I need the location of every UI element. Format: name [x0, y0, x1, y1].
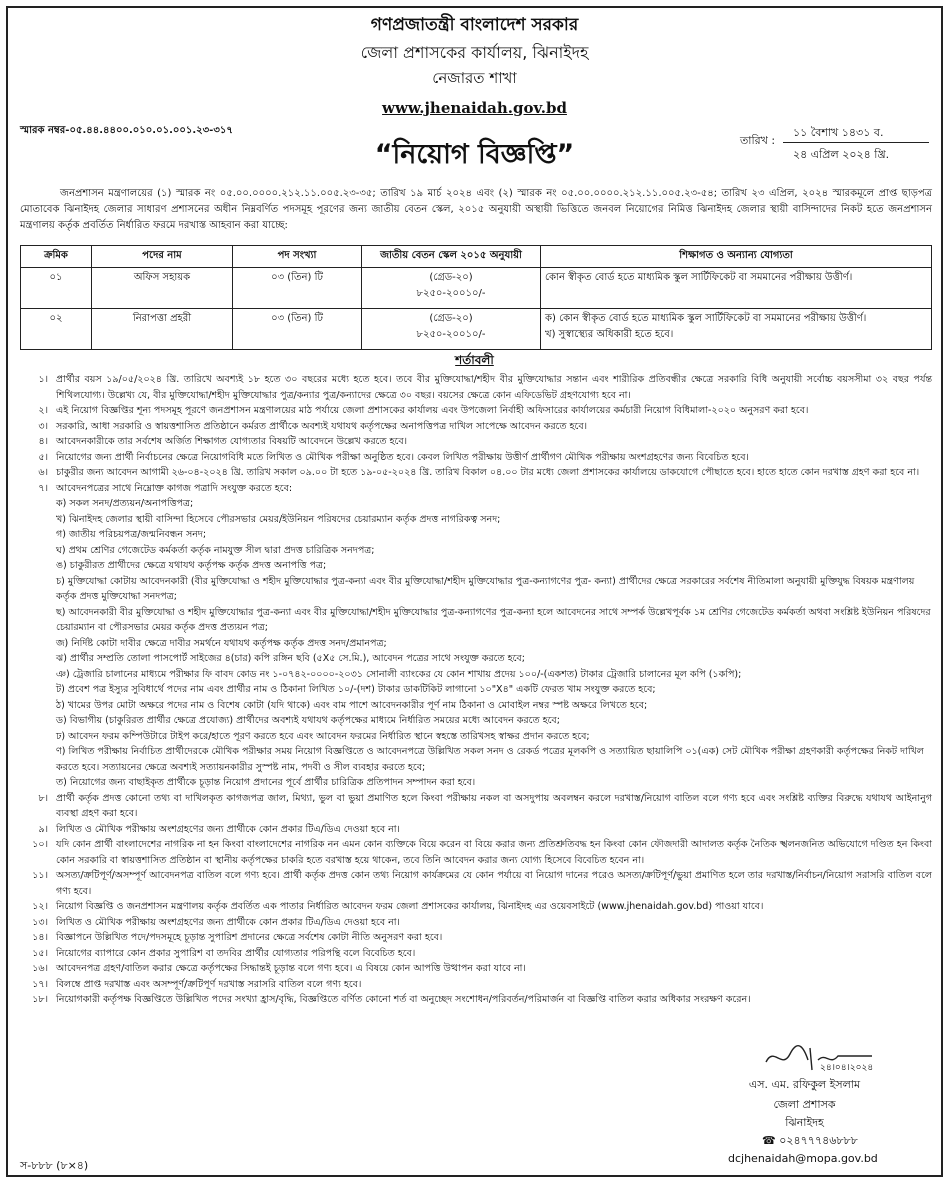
item-text: নিয়োগের ব্যাপারে কোন প্রকার সুপারিশ বা তদবির প্রার্থীর যোগ্যতার পরিপন্থি বলে বিবেচিত হবে।: [56, 947, 416, 959]
sub-item: চ) মুক্তিযোদ্ধা কোটায় আবেদনকারী (বীর মুক্তিযোদ্ধা ও শহীদ মুক্তিযোদ্ধার পুত্র-কন্যা এবং বীর মুক্তিযোদ্ধা/শহীদ মুক্তিযোদ্ধার পুত্র-কন্যাগণের পুত্র- কন্যা) প্রার্থীদের ক্ষেত্রে সরকারের সর্বশেষ নীতিমালা অনুযায়ী মুক্তিযুদ্ধ বিষয়ক মন্ত্রণালয় কর্তৃক প্রদত্ত মুক্তিযোদ্ধা সনদপত্র;: [56, 575, 915, 602]
row-salary: ৮২৫০-২০০১০/-: [416, 329, 486, 340]
list-item: [20, 915, 932, 931]
memo-number: স্মারক নম্বর-০৫.৪৪.৪৪০০.০১০.০১.০০১.২৩-৩১৭: [20, 125, 233, 136]
item-text: প্রার্থী কর্তৃক প্রদত্ত কোনো তথ্য বা দাখিলকৃত কাগজপত্র জাল, মিথ্যা, ভুল বা ভুয়া প্রমাণিত হলে কিংবা পরীক্ষায় নকল বা অসদুপায় অবলম্বন করলে দরখাস্ত/নিয়োগ বাতিল বলে গণ্য হবে এবং সংশ্লিষ্ট ব্যক্তির বিরুদ্ধে যথাযথ আইনানুগ ব্যবস্থা গ্রহণ করা হবে।: [56, 792, 932, 819]
row-count: ০৩ (তিন) টি: [233, 268, 362, 309]
item-number: ১৬।: [32, 963, 48, 974]
qualification-line: ক) কোন স্বীকৃত বোর্ড হতে মাধ্যমিক স্কুল সার্টিফিকেট বা সমমানের পরীক্ষায় উত্তীর্ণ।: [545, 313, 867, 324]
item-text: বিলম্বে প্রাপ্ত দরখাস্ত এবং অসম্পূর্ণ/ক্রটিপূর্ণ দরখাস্ত সরাসরি বাতিল বলে গণ্য হবে।: [56, 978, 362, 990]
item-text: বিজ্ঞাপনে উল্লিখিত পদে/পদসমূহে চূড়ান্ত সুপারিশ প্রদানের ক্ষেত্রে সর্বশেষ কোটা নীতি অনুসরণ করা হবে।: [56, 932, 443, 943]
row-grade: (গ্রেড-২০): [429, 313, 473, 324]
item-number: ১৮।: [32, 994, 48, 1005]
signature-scribble: [760, 1040, 880, 1074]
item-number: ১০।: [32, 839, 48, 850]
signatory-designation: জেলা প্রশাসক: [773, 1098, 836, 1111]
list-item: [20, 977, 932, 993]
conditions-list: [20, 372, 932, 1008]
row-qualification: [541, 268, 932, 309]
item-number: ৬।: [38, 467, 48, 478]
item-text: লিখিত ও মৌখিক পরীক্ষায় অংশগ্রহণের জন্য প্রার্থীকে কোন প্রকার টিএ/ডিএ দেওয়া হবে না।: [56, 823, 400, 835]
government-name: গণপ্রজাতন্ত্রী বাংলাদেশ সরকার: [370, 15, 579, 35]
sub-item: ঢ) আবেদন ফরম কম্পিউটারে টাইপ করে/হাতে পূরণ করতে হবে এবং আবেদন ফরমের নির্ধারিত স্থানে স্বহস্তে তারিখসহ স্বাক্ষর প্রদান করতে হবে;: [56, 730, 590, 742]
date-bangla: ১১ বৈশাখ ১৪৩১ ব.: [793, 126, 884, 139]
list-item: [20, 419, 932, 435]
item-number: ৭।: [38, 482, 48, 494]
item-number: ১৫।: [32, 947, 48, 959]
list-item: [20, 946, 932, 962]
item-number: ১।: [38, 374, 48, 385]
list-item: [20, 481, 932, 497]
list-item: [20, 434, 932, 450]
item-text: আবেদনকারীকে তার সর্বশেষ অর্জিত শিক্ষাগত যোগ্যতার বিষয়টি আবেদনে উল্লেখ করতে হবে।: [56, 436, 408, 447]
intro-paragraph: জনপ্রশাসন মন্ত্রণালয়ের (১) স্মারক নং ০৫.০০.০০০০.২১২.১১.০০৫.২৩-৩৫; তারিখ ১৯ মার্চ ২০২৪ এবং (২) স্মারক নং ০৫.০০.০০০০.২১২.১১.০০৫.২৩-৫৪; তারিখ ২৩ এপ্রিল, ২০২৪ স্মারকমূলে প্রাপ্ত ছাড়পত্র মোতাবেক ঝিনাইদহ জেলার সাধারণ প্রশাসনের অধীন নিম্নবর্ণিত পদসমূহ পূরণের জন্য জাতীয় বেতন স্কেল, ২০১৫ অনুযায়ী অস্থায়ী ভিত্তিতে জনবল নিয়োগের নিমিত্ত ঝিনাইদহ জেলার স্থায়ী বাসিন্দাদের নিকট হতে জনপ্রশাসন মন্ত্রণালয় কর্তৃক প্রবর্তিত নির্ধারিত ফরমে দরখাস্ত আহবান করা যাচ্ছে:: [20, 188, 932, 231]
office-name: জেলা প্রশাসকের কার্যালয়, ঝিনাইদহ: [360, 43, 589, 62]
notice-title: “নিয়োগ বিজ্ঞপ্তি”: [374, 139, 575, 170]
item-number: ৩।: [38, 420, 48, 432]
item-text: সরকারি, আধা সরকারি ও স্বায়ত্তশাসিত প্রতিষ্ঠানে কর্মরত প্রার্থীকে অবশ্যই যথাযথ কর্তৃপক্ষের অনাপত্তিপত্র দাখিল সাপেক্ষে আবেদন করতে হবে।: [56, 420, 588, 432]
row-scale: [362, 309, 541, 350]
item-number: ৫।: [38, 451, 48, 463]
branch-name: নেজারত শাখা: [432, 69, 517, 87]
signatory-location: ঝিনাইদহ: [785, 1116, 824, 1129]
item-text: নিয়োগকারী কর্তৃপক্ষ বিজ্ঞপ্তিতে উল্লিখিত পদের সংখ্যা হ্রাস/বৃদ্ধি, বিজ্ঞপ্তিতে বর্ণিত কোনো শর্ত বা অনুচ্ছেদ সংশোধন/পরিবর্তন/পরিমার্জন বা বিজ্ঞপ্তি বাতিল করার অধিকার সংরক্ষণ করেন।: [56, 994, 751, 1005]
item-number: ১২।: [32, 901, 48, 912]
qualification-line: খ) সুস্বাস্থ্যের অধিকারী হতে হবে।: [545, 329, 674, 340]
conditions-title: শর্তাবলী: [455, 353, 494, 367]
item-number: ১১।: [32, 870, 48, 881]
item-text: চাকুরীর জন্য আবেদন আগামী ২৬-০৪-২০২৪ খ্রি. তারিখ সকাল ০৯.০০ টা হতে ১৯-০৫-২০২৪ খ্রি. তারিখ বিকাল ০৪.০০ টার মধ্যে জেলা প্রশাসকের কার্যালয়ে ডাকযোগে পৌছাতে হবে। হাতে হাতে কোন দরখাস্ত গ্রহণ করা হবে না।: [56, 467, 920, 478]
item-text: আবেদনপত্র গ্রহণ/বাতিল করার ক্ষেত্রে কর্তৃপক্ষের সিদ্ধান্তই চূড়ান্ত বলে গণ্য হবে। এ বিষয়ে কোন আপত্তি উত্থাপন করা যাবে না।: [56, 963, 526, 974]
website-link[interactable]: www.jhenaidah.gov.bd: [382, 99, 567, 117]
row-scale: [362, 268, 541, 309]
sub-item: ছ) আবেদনকারী বীর মুক্তিযোদ্ধা ও শহীদ মুক্তিযোদ্ধার পুত্র-কন্যা এবং বীর মুক্তিযোদ্ধা/শহীদ মুক্তিযোদ্ধার পুত্র-কন্যাগণের পুত্র-কন্যা হলে আবেদনের সাথে সম্পর্ক উল্লেখপূর্বক ১ম শ্রেণির গেজেটেড কর্মকর্তা অথবা সংশ্লিষ্ট ইউনিয়ন পরিষদের চেয়ারম্যান বা পৌরসভার মেয়র কর্তৃক প্রদত্ত প্রত্যয়ন পত্র;: [56, 606, 931, 633]
item-number: ৯।: [38, 823, 48, 835]
signature-date: ২৪।০৪।২০২৪: [820, 1063, 874, 1073]
item-text: যদি কোন প্রার্থী বাংলাদেশের নাগরিক না হন কিংবা বাংলাদেশের নাগরিক নন এমন কোন ব্যক্তিকে বিয়ে করেন বা বিয়ে করার জন্য প্রতিশ্রুতিবদ্ধ হন কিংবা কোন ফৌজদারী আদালত কর্তৃক নৈতিক স্খলনজনিত অভিযোগে দণ্ডিত হন কিংবা কোন সরকারি বা স্বায়ত্তশাসিত প্রতিষ্ঠান বা স্থানীয় কর্তৃপক্ষের চাকরি হতে বরখাস্ত হয়ে থাকেন, তবে তিনি আবেদন করার জন্য যোগ্য হিসেবে বিবেচিত হবেন না।: [56, 839, 932, 866]
row-post: নিরাপত্তা প্রহরী: [92, 309, 233, 350]
item-number: ২।: [38, 405, 48, 416]
sub-item: ট) প্রবেশ পত্র ইস্যুর সুবিধার্থে পদের নাম এবং প্রার্থীর নাম ও ঠিকানা লিখিত ১০/-(দশ) টাকার ডাকটিকিট লাগানো ১০"X৪" একটি ফেরত খাম সংযুক্ত করতে হবে;: [56, 684, 656, 695]
header-qualification: শিক্ষাগত ও অন্যান্য যোগ্যতা: [541, 246, 932, 268]
table-row: [21, 309, 932, 350]
item-text: এই নিয়োগ বিজ্ঞপ্তির শূন্য পদসমূহ পূরণে জনপ্রশাসন মন্ত্রণালয়ের মাঠ পর্যায়ে জেলা প্রশাসকের কার্যালয় এবং উপজেলা নির্বাহী অফিসারের কার্যালয়ের কর্মচারী নিয়োগ বিধিমালা-২০২০ অনুসরণ করা হবে।: [56, 405, 809, 416]
list-item: [20, 868, 932, 899]
list-item: [20, 465, 932, 481]
header-serial: ক্রমিক: [21, 246, 92, 268]
list-item: [20, 992, 932, 1008]
header-post: পদের নাম: [92, 246, 233, 268]
list-item: [20, 822, 932, 838]
sub-item: ত) নিয়োগের জন্য বাছাইকৃত প্রার্থীকে চূড়ান্ত নিয়োগ প্রদানের পূর্বে প্রার্থীর চারিত্রিক প্রতিপাদন সম্পাদন করা হবে।: [56, 777, 476, 788]
item-text: আবেদনপত্রের সাথে নিম্নোক্ত কাগজ পত্রাদি সংযুক্ত করতে হবে:: [56, 482, 293, 494]
item-number: ৪।: [38, 436, 48, 447]
item-number: ১৩।: [32, 916, 48, 928]
sub-item: ঙ) চাকুরীরত প্রার্থীদের ক্ষেত্রে যথাযথ কর্তৃপক্ষ কর্তৃক প্রদত্ত অনাপত্তি পত্র;: [56, 560, 327, 571]
sub-item: ক) সকল সনদ/প্রত্যয়ন/অনাপত্তিপত্র;: [56, 498, 194, 509]
item-text: নিয়োগের জন্য প্রার্থী নির্বাচনের ক্ষেত্রে নিয়োগবিধি মতে লিখিত ও মৌখিক পরীক্ষা অনুষ্ঠিত হবে। কেবল লিখিত পরীক্ষায় উত্তীর্ণ প্রার্থীগণ মৌখিক পরীক্ষায় অংশগ্রহণের জন্য বিবেচিত হবে।: [56, 451, 749, 463]
sub-item: ঞ) ট্রেজারি চালানের মাধ্যমে পরীক্ষার ফি বাবদ কোড নং ১-০৭৪২-০০০০-২০৩১ সোনালী ব্যাংকের যে কোন শাখায় প্রদেয় ১০০/-(একশত) টাকার ট্রেজারি চালানের মূল কপি (১কপি);: [56, 668, 742, 680]
phone-icon: ☎: [762, 1134, 780, 1147]
qualification-line: কোন স্বীকৃত বোর্ড হতে মাধ্যমিক স্কুল সার্টিফিকেট বা সমমানের পরীক্ষায় উত্তীর্ণ।: [545, 272, 853, 283]
row-grade: (গ্রেড-২০): [429, 272, 473, 283]
item-number: ৮।: [38, 792, 48, 804]
sub-item: ঝ) প্রার্থীর সম্প্রতি তোলা পাসপোর্ট সাইজের ৪(চার) কপি রঙ্গিন ছবি (৫X৫ সে.মি.), আবেদন পত্রের সাথে সংযুক্ত করতে হবে;: [56, 653, 525, 664]
sub-item: ণ) লিখিত পরীক্ষায় নির্বাচিত প্রার্থীদেরকে মৌখিক পরীক্ষার সময় নিয়োগ বিজ্ঞপ্তিতে ও আবেদনপত্রে উল্লিখিত সকল সনদ ও রেকর্ড পত্রের মূলকপি ও সত্যায়িত ছায়ালিপি ০১(এক) সেট মৌখিক পরীক্ষা গ্রহণকারী কর্তৃপক্ষের নিকট দাখিল করতে হবে। সত্যায়নের ক্ষেত্রে অবশ্যই সত্যায়নকারীর সুস্পষ্ট নাম, পদবী ও সীল ব্যবহার করতে হবে;: [56, 746, 924, 773]
list-item: [20, 450, 932, 466]
footer-code: স-৮৮৮ (৮×৪): [20, 1159, 89, 1172]
row-salary: ৮২৫০-২০০১০/-: [416, 288, 486, 299]
list-item: [20, 961, 932, 977]
date-english: ২৪ এপ্রিল ২০২৪ খ্রি.: [793, 148, 890, 161]
email-address[interactable]: dcjhenaidah@mopa.gov.bd: [728, 1152, 878, 1165]
header-count: পদ সংখ্যা: [233, 246, 362, 268]
date-label: তারিখ :: [740, 134, 776, 147]
table-row: [21, 268, 932, 309]
posts-table: [20, 245, 932, 350]
sub-item: জ) নির্দিষ্ট কোটা দাবীর ক্ষেত্রে দাবীর সমর্থনে যথাযথ কর্তৃপক্ষ কর্তৃক প্রদত্ত সনদ/প্রমানপত্র;: [56, 637, 387, 649]
list-item: [20, 372, 932, 403]
header-scale: জাতীয় বেতন স্কেল ২০১৫ অনুযায়ী: [362, 246, 541, 268]
row-serial: ০২: [21, 309, 92, 350]
list-item: [20, 791, 932, 822]
signatory-name: এস. এম. রফিকুল ইসলাম: [748, 1078, 861, 1091]
item-number: ১৪।: [32, 932, 48, 943]
item-number: ১৭।: [32, 978, 48, 990]
list-item: [20, 403, 932, 419]
table-header-row: [21, 246, 932, 268]
list-item: [20, 930, 932, 946]
item-text: লিখিত ও মৌখিক পরীক্ষায় অংশগ্রহণের জন্য প্রার্থীকে কোন প্রকার টিএ/ডিএ দেওয়া হবে না।: [56, 916, 400, 928]
sub-item: ঠ) খামের উপর মোটা অক্ষরে পদের নাম ও বিশেষ কোটা (যদি থাকে) এবং বাম পাশে আবেদনকারীর পূর্ণ নাম ঠিকানা ও মোবাইল নম্বর স্পষ্ট অক্ষরে লিখতে হবে;: [56, 699, 648, 711]
list-item: [20, 899, 932, 915]
date-divider: [783, 142, 929, 143]
row-qualification: [541, 309, 932, 350]
sub-item: ঘ) প্রথম শ্রেণির গেজেটেড কর্মকর্তা কর্তৃক নামযুক্ত সীল দ্বারা প্রদত্ত চারিত্রিক সনদপত্র;: [56, 544, 375, 556]
row-count: ০৩ (তিন) টি: [233, 309, 362, 350]
row-post: অফিস সহায়ক: [92, 268, 233, 309]
sub-item: গ) জাতীয় পরিচয়পত্র/জন্মনিবন্ধন সনদ;: [56, 529, 207, 540]
item-text: নিয়োগ বিজ্ঞপ্তি ও জনপ্রশাসন মন্ত্রণালয় কর্তৃক প্রবর্তিত এক পাতার নির্ধারিত আবেদন ফরম জেলা প্রশাসকের কার্যালয়, ঝিনাইদহ এর ওয়েবসাইটে (www.jhenaidah.gov.bd) পাওয়া যাবে।: [56, 901, 764, 912]
phone-line: [762, 1132, 858, 1151]
phone-number: ০২৪৭৭৭৪৬৮৮৮: [779, 1134, 858, 1147]
sub-item: খ) ঝিনাইদহ জেলার স্থায়ী বাসিন্দা হিসেবে পৌরসভার মেয়র/ইউনিয়ন পরিষদের চেয়ারম্যান কর্তৃক প্রদত্ত নাগরিকত্ব সনদ;: [56, 513, 501, 525]
row-serial: ০১: [21, 268, 92, 309]
item-text: অসত্য/ক্রটিপূর্ণ/অসম্পূর্ণ আবেদনপত্র বাতিল বলে গণ্য হবে। প্রার্থী কর্তৃক প্রদত্ত কোন তথ্য নিয়োগ কার্যক্রমের যে কোন পর্যায়ে বা নিয়োগ দানের পরেও অসত্য/ক্রটিপূর্ণ/ভুয়া প্রমাণিত হলে তার দরখাস্ত/নির্বাচন/নিয়োগ সরাসরি বাতিল বলে গণ্য হবে।: [56, 870, 932, 897]
list-item: [20, 837, 932, 868]
sub-item: ড) বিভাগীয় (চাকুরিরত প্রার্থীর ক্ষেত্রে প্রযোজ্য) প্রার্থীদের অবশ্যই যথাযথ কর্তৃপক্ষের মাধ্যমে নির্ধারিত সময়ের মধ্যে আবেদন করতে হবে;: [56, 715, 560, 726]
item-text: প্রার্থীর বয়স ১৯/০৫/২০২৪ খ্রি. তারিখে অবশ্যই ১৮ হতে ৩০ বছরের মধ্যে হতে হবে। তবে বীর মুক্তিযোদ্ধা/শহীদ বীর মুক্তিযোদ্ধার সন্তান এবং শারীরিক প্রতিবন্ধীর ক্ষেত্রে সরকারি বিধি অনুযায়ী সর্বোচ্চ বয়সসীমা ৩২ বছর পর্যন্ত শিথিলযোগ্য। উল্লেখ্য যে, বীর মুক্তিযোদ্ধা/শহীদ মুক্তিযোদ্ধার পুত্র/কন্যার পুত্র/কন্যাদের ক্ষেত্রে ৩০ বছর। বয়সের ক্ষেত্রে কোন এফিডেভিট গ্রহণযোগ্য হবে না।: [56, 374, 932, 401]
